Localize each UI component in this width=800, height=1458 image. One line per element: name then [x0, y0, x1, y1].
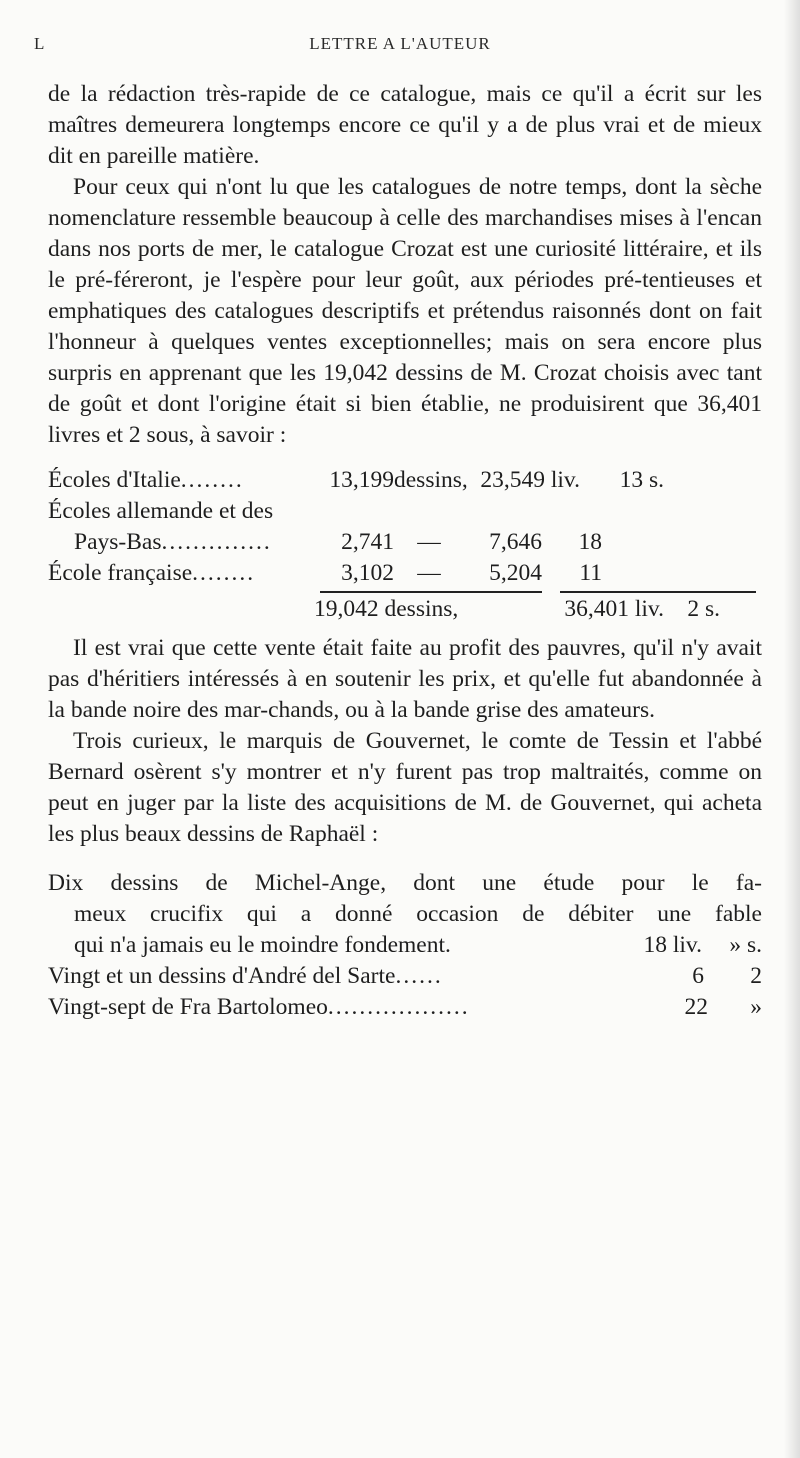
- body-text: [48, 79, 762, 1023]
- dot-leader: ......: [395, 963, 443, 989]
- list-item: [48, 868, 762, 961]
- item-livres: 6: [692, 963, 704, 989]
- total-livres: 36,401 liv.: [564, 596, 664, 622]
- running-header: [0, 34, 800, 58]
- total-row: [48, 594, 762, 625]
- dot-leader: ..................: [327, 994, 470, 1020]
- list-item: [48, 961, 762, 992]
- item-text: Vingt et un dessins d'André del Sarte: [48, 963, 396, 989]
- paragraph: Il est vrai que cette vente était faite au profit des pauvres, qu'il n'y avait pas d'héritiers intéressés à en soutenir les prix, et qu'elle fut abandonnée à la bande noire des mar-chands, ou à la bande grise des amateurs.: [48, 635, 762, 723]
- total-rule: [48, 589, 762, 594]
- list-item: [48, 992, 762, 1023]
- dessins-unit: dessins,: [394, 467, 468, 493]
- item-text: Vingt-sept de Fra Bartolomeo: [48, 994, 328, 1020]
- table-row: [48, 465, 762, 496]
- sous-value: 13 s.: [619, 467, 664, 493]
- livres-value: 5,204: [489, 560, 542, 586]
- dessins-unit: —: [417, 560, 441, 586]
- item-sous: »: [750, 994, 762, 1020]
- item-line: Dix dessins de Michel-Ange, dont une étude pour le fa-: [48, 870, 762, 896]
- item-livres: 22: [684, 994, 708, 1020]
- acquisitions-list: [48, 868, 762, 1023]
- item-line: meux crucifix qui a donné occasion de débiter une fable: [74, 901, 762, 927]
- table-row: [48, 527, 762, 558]
- total-dessins: 19,042 dessins,: [314, 596, 459, 622]
- dot-leader: ........: [192, 560, 256, 586]
- dessins-unit: —: [417, 529, 441, 555]
- row-label: Pays-Bas: [74, 529, 162, 555]
- item-line: qui n'a jamais eu le moindre fondement.: [74, 932, 451, 958]
- sales-table: [48, 465, 762, 625]
- dessins-count: 13,199: [329, 467, 394, 493]
- sous-value: 18: [578, 529, 602, 555]
- dessins-count: 2,741: [341, 529, 394, 555]
- paragraph: Pour ceux qui n'ont lu que les catalogues de notre temps, dont la sèche nomenclature ressemble beaucoup à celle des marchandises mises à l'encan dans nos ports de mer, le catalogue Crozat est une curiosité littéraire, et ils le pré-féreront, je l'espère pour leur goût, aux périodes pré-tentieuses et emphatiques des catalogues descriptifs et prétendus raisonnés dont on fait l'honneur à quelques ventes exceptionnelles; mais on sera encore plus surpris en apprenant que les 19,042 dessins de M. Crozat choisis avec tant de goût et dont l'origine était si bien établie, ne produisirent que 36,401 livres et 2 sous, à savoir :: [48, 174, 762, 448]
- livres-value: 7,646: [489, 529, 542, 555]
- item-sous: » s.: [729, 932, 762, 958]
- item-livres: 18 liv.: [643, 932, 702, 958]
- dot-leader: ..............: [161, 529, 272, 555]
- livres-value: 23,549 liv.: [480, 467, 580, 493]
- running-title: LETTRE A L'AUTEUR: [309, 34, 491, 53]
- dessins-count: 3,102: [341, 560, 394, 586]
- total-sous: 2 s.: [687, 596, 720, 622]
- table-row: [48, 496, 762, 527]
- page-edge-shadow: [784, 0, 800, 1458]
- sous-value: 11: [579, 560, 602, 586]
- table-row: [48, 558, 762, 589]
- row-label: École française: [48, 560, 193, 586]
- row-label: Écoles allemande et des: [48, 498, 274, 524]
- dot-leader: ........: [180, 467, 244, 493]
- page-number: L: [34, 34, 46, 53]
- rule-dessins: [320, 591, 542, 593]
- item-sous: 2: [750, 963, 762, 989]
- paragraph: de la rédaction très-rapide de ce catalogue, mais ce qu'il a écrit sur les maîtres demeurera longtemps encore ce qu'il y a de plus vrai et de mieux dit en pareille matière.: [48, 81, 762, 169]
- row-label: Écoles d'Italie: [48, 467, 181, 493]
- rule-livres: [560, 591, 756, 593]
- paragraph: Trois curieux, le marquis de Gouvernet, le comte de Tessin et l'abbé Bernard osèrent s'y montrer et n'y furent pas trop maltraités, comme on peut en juger par la liste des acquisitions de M. de Gouvernet, qui acheta les plus beaux dessins de Raphaël :: [48, 728, 762, 847]
